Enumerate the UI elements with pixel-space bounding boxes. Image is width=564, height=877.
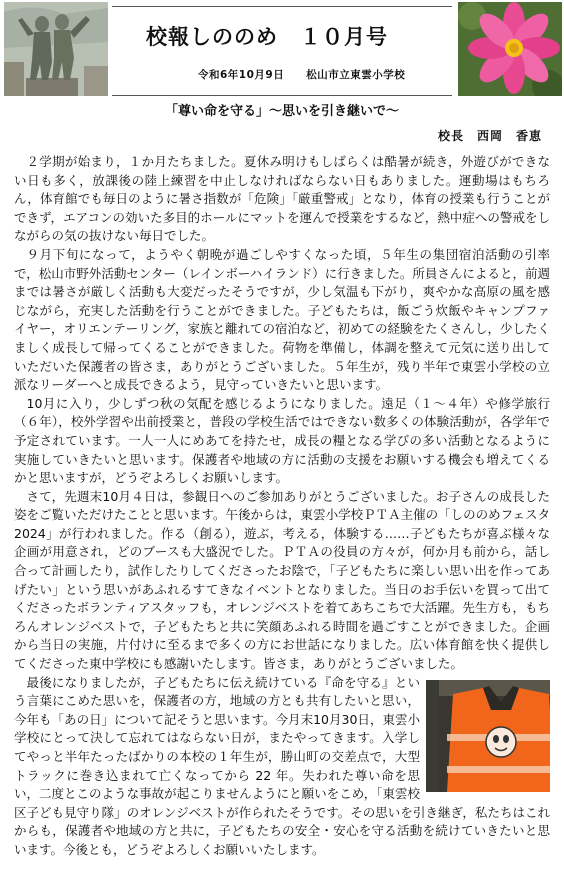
orange-vest-photo xyxy=(426,680,550,792)
paragraph-5-text: 最後になりましたが，子どもたちに伝え続けている『命を守る』という言葉にこめた思いを，保護者の方，地域の方とも共有したいと思い，今年も「あの日」について記そうと思います。今月末10月30日，東雲小学校にとって決して忘れてはならない日が，またやってきます。入学してやっと半年たったばかりの本校の１年生が，勝山町の交差点で，大型トラックに巻き込まれて亡くなってから 22 年。失われた尊い命を思い，二度とこのような事故が起こりませんようにと願いをこめ，「東雲校区子ども見守り隊」のオレンジベストが作られたそうです。その思いを引き継ぎ，私たちはこれからも，保護者や地域の方と共に，子どもたちの安全・安心を守る活動を続けていきたいと思います。今後とも，どうぞよろしくお願いいたします。 xyxy=(14,674,550,857)
paragraph-4: さて，先週末10月４日は，参観日へのご参加ありがとうございました。お子さんの成長した姿をご覧いただけたことと思います。午後からは，東雲小学校ＰＴＡ主催の「しののめフェスタ 2024」が行われました。作る（創る），遊ぶ，考える，体験する……子どもたちが喜ぶ様々な企画が用意され，どのブースも大盛況でした。ＰＴＡの役員の方々が，何か月も前から，話し合って計画したり，試作したりしてくださったお陰で，「子どもたちに楽しい思い出を作ってあげたい」という思いがあふれるすてきなイベントとなりました。当日のお手伝いを買って出てくださったボランティアスタッフも，オレンジベストを着てあちこちで大活躍。先生方も，もちろんオレンジベストで，子どもたちと共に笑顔あふれる時間を過ごすことができました。企画から当日の実施，片付けに至るまで多くの方にお世話になりました。広い体育館を快く提供してくださった東中学校にも感謝いたします。皆さま，ありがとうございました。 xyxy=(14,488,550,672)
cosmos-flower-photo xyxy=(458,2,562,96)
newsletter-title: 校報しののめ １０月号 xyxy=(146,25,388,49)
statue-image xyxy=(4,2,108,96)
paragraph-2: ９月下旬になって，ようやく朝晩が過ごしやすくなった頃，５年生の集団宿泊活動の引率で，松山市野外活動センター（レインボーハイランド）に行きました。所員さんによると，前週までは暑さが厳しく活動も大変だったそうですが，少し気温も下がり，爽やかな高原の風を感じながら，充実した活動を行うことができました。子どもたちは，飯ごう炊飯やキャンプファイヤー，オリエンテーリング，家族と離れての宿泊など，初めての経験をたくさんし，少したくましく成長して帰ってくることができました。荷物を準備し，体調を整えて元気に送り出していただいた保護者の皆さま，ありがとうございました。５年生が，残り半年で東雲小学校の立派なリーダーへと成長できるよう，見守っていきたいと思います。 xyxy=(14,246,551,393)
masthead xyxy=(112,6,452,96)
issue-date-school: 令和6年10月9日 松山市立東雲小学校 xyxy=(198,69,406,81)
article-heading: 「尊い命を守る」～思いを引き継いで～ xyxy=(164,104,399,119)
paragraph-3: 10月に入り，少しずつ秋の気配を感じるようになりました。遠足（１～４年）や修学旅行（６年），校外学習や出前授業と，普段の学校生活ではできない数多くの体験活動が，各学年で予定されています。一人一人にめあてを持たせ，成長の糧となる学びの多い活動となるように実施していきたいと思います。保護者や地域の方に活動の支援をお願いする機会も増えてくるかと思いますが，どうぞよろしくお願いします。 xyxy=(14,395,550,486)
orange-vest-image xyxy=(439,680,551,792)
paragraph-1: ２学期が始まり，１か月たちました。夏休み明けもしばらくは酷暑が続き，外遊びができない日も多く，放課後の陸上練習を中止しなければならない日もありました。運動場はもちろん，体育館でも毎日のように暑さ指数が「危険」「厳重警戒」となり，体育の授業も行うことができず，エアコンの効いた多目的ホールにマットを運んで授業をするなど，熱中症への警戒をしながらの気の抜けない毎日でした。 xyxy=(14,154,550,244)
statue-photo xyxy=(4,2,108,96)
paragraph-5 xyxy=(14,674,550,860)
cosmos-flower-image xyxy=(458,2,562,96)
article-body xyxy=(14,153,550,860)
article-author: 校長 西岡 香恵 xyxy=(437,129,542,143)
